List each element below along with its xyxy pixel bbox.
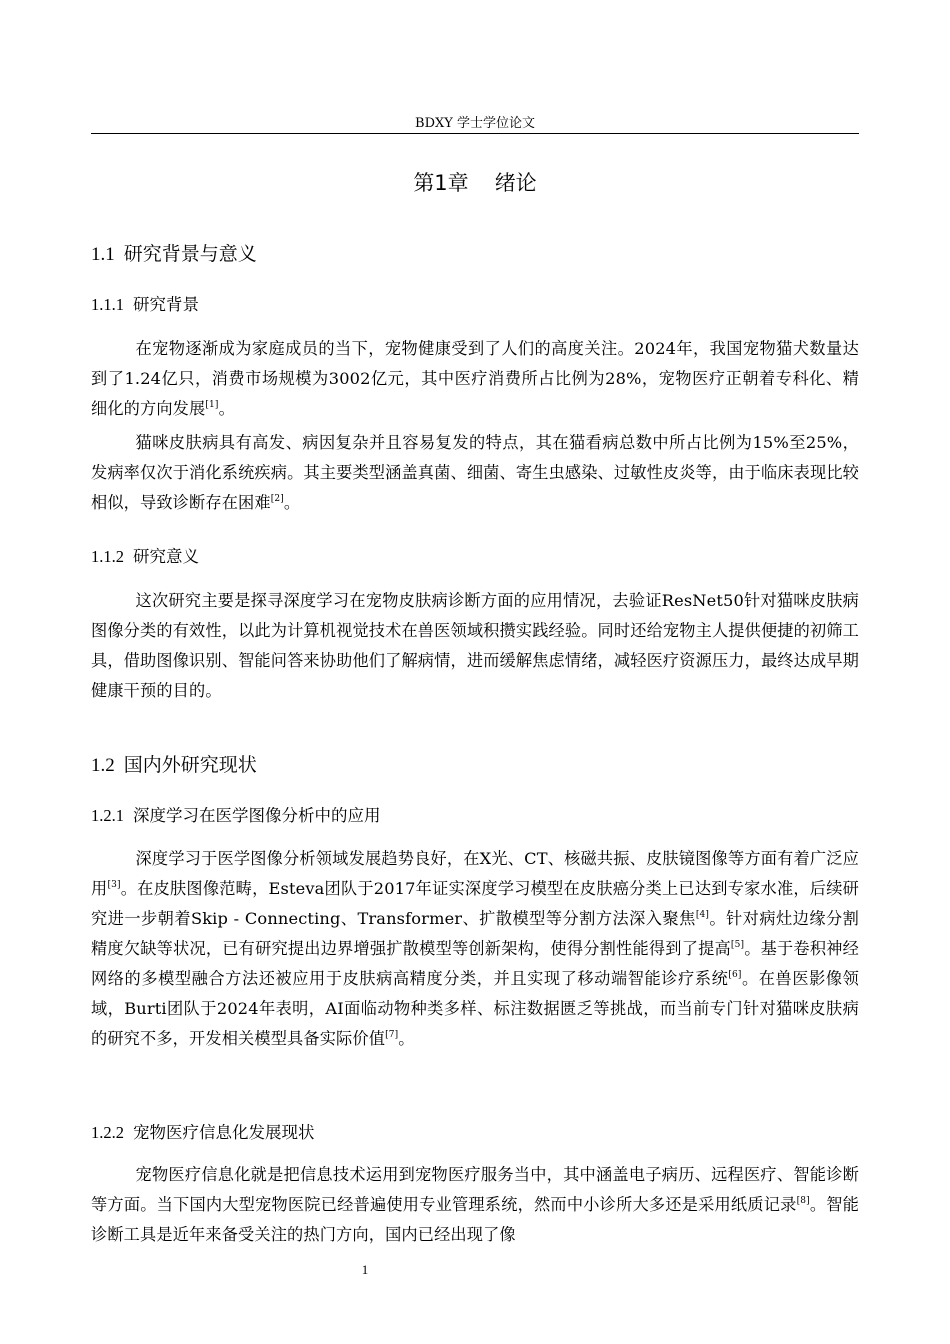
page-number: 1 xyxy=(361,1262,369,1277)
citation-ref: [4] xyxy=(695,910,710,920)
chapter-title xyxy=(91,168,859,198)
subsection-heading xyxy=(91,293,199,317)
section-heading xyxy=(91,752,257,779)
body-paragraph xyxy=(91,334,859,424)
chapter-number: 第1章 xyxy=(413,171,469,195)
section-heading xyxy=(91,241,257,268)
chapter-name: 绪论 xyxy=(494,171,537,195)
paragraph-text: 。基于卷积神经网络的多模型融合方法还被应用于皮肤病高精度分类，并且实现了移动端智能诊疗系统 xyxy=(91,939,859,988)
paragraph-text: 。 xyxy=(218,399,235,418)
subsection-number: 1.2.1 xyxy=(91,806,124,825)
paragraph-text: 。智能诊断工具是近年来备受关注的热门方向，国内已经出现了像 xyxy=(91,1195,859,1244)
subsection-title: 研究意义 xyxy=(133,547,199,566)
citation-ref: [5] xyxy=(730,940,745,950)
subsection-heading xyxy=(91,804,381,828)
paragraph-text: 宠物医疗信息化就是把信息技术运用到宠物医疗服务当中，其中涵盖电子病历、远程医疗、智能诊断等方面。当下国内大型宠物医院已经普遍使用专业管理系统，然而中小诊所大多还是采用纸质记录 xyxy=(91,1165,859,1214)
citation-ref: [3] xyxy=(107,880,121,890)
subsection-title: 深度学习在医学图像分析中的应用 xyxy=(133,806,381,825)
citation-ref: [6] xyxy=(728,970,742,980)
paragraph-text: 这次研究主要是探寻深度学习在宠物皮肤病诊断方面的应用情况，去验证ResNet50针对猫咪皮肤病图像分类的有效性，以此为计算机视觉技术在兽医领域积攒实践经验。同时还给宠物主人提供便捷的初筛工具，借助图像识别、智能问答来协助他们了解病情，进而缓解焦虑情绪，减轻医疗资源压力，最终达成早期健康干预的目的。 xyxy=(91,591,859,700)
section-title: 国内外研究现状 xyxy=(123,754,257,776)
body-paragraph xyxy=(91,1160,859,1250)
subsection-title: 宠物医疗信息化发展现状 xyxy=(133,1123,315,1142)
subsection-title: 研究背景 xyxy=(133,295,199,314)
citation-ref: [1] xyxy=(205,400,219,410)
subsection-number: 1.2.2 xyxy=(91,1123,124,1142)
paragraph-text: 。 xyxy=(398,1029,415,1048)
section-number: 1.2 xyxy=(91,755,115,776)
citation-ref: [8] xyxy=(796,1196,810,1206)
body-paragraph xyxy=(91,586,859,706)
paragraph-text: 在宠物逐渐成为家庭成员的当下，宠物健康受到了人们的高度关注。2024年，我国宠物猫犬数量达到了1.24亿只，消费市场规模为3002亿元，其中医疗消费所占比例为28%，宠物医疗正朝着专科化、精细化的方向发展 xyxy=(91,339,859,418)
body-paragraph xyxy=(91,428,859,518)
running-header: BDXY 学士学位论文 xyxy=(415,116,535,131)
subsection-heading xyxy=(91,545,199,569)
paragraph-text: 。针对病灶边缘分割精度欠缺等状况，已有研究提出边界增强扩散模型等创新架构，使得分割性能得到了提高 xyxy=(91,909,859,958)
paragraph-text: 深度学习于医学图像分析领域发展趋势良好，在X光、CT、核磁共振、皮肤镜图像等方面有着广泛应用 xyxy=(91,849,859,898)
citation-ref: [2] xyxy=(270,494,284,504)
section-number: 1.1 xyxy=(91,244,115,265)
paragraph-text: 猫咪皮肤病具有高发、病因复杂并且容易复发的特点，其在猫看病总数中所占比例为15%至25%，发病率仅次于消化系统疾病。其主要类型涵盖真菌、细菌、寄生虫感染、过敏性皮炎等，由于临床表现比较相似，导致诊断存在困难 xyxy=(91,433,859,512)
section-title: 研究背景与意义 xyxy=(123,243,257,265)
subsection-number: 1.1.1 xyxy=(91,295,124,314)
paragraph-text: 。 xyxy=(283,493,301,512)
subsection-number: 1.1.2 xyxy=(91,547,124,566)
subsection-heading xyxy=(91,1121,315,1145)
header-rule xyxy=(91,133,859,134)
paragraph-text: 。在皮肤图像范畴，Esteva团队于2017年证实深度学习模型在皮肤癌分类上已达到专家水准，后续研究进一步朝着Skip - Connecting、Transformer、扩散模型等分割方法深入聚焦 xyxy=(91,879,859,928)
paragraph-text: 。在兽医影像领域，Burti团队于2024年表明，AI面临动物种类多样、标注数据匮乏等挑战，而当前专门针对猫咪皮肤病的研究不多，开发相关模型具备实际价值 xyxy=(91,969,859,1048)
citation-ref: [7] xyxy=(385,1030,399,1040)
body-paragraph xyxy=(91,844,859,1054)
